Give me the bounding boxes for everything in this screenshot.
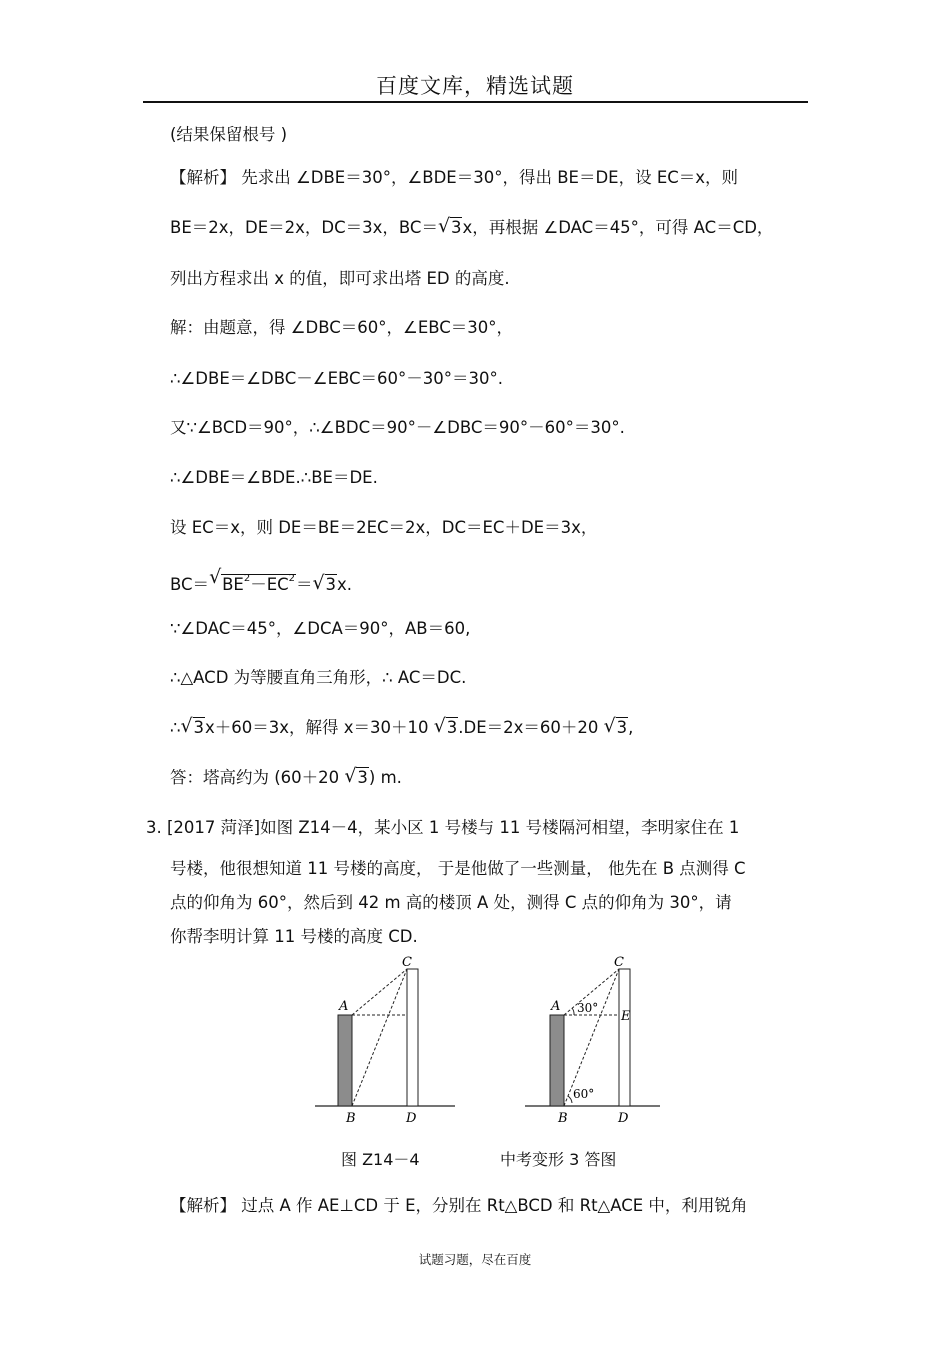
- question-3-line-4: 你帮李明计算 11 号楼的高度 CD.: [170, 927, 418, 946]
- sqrt-symbol: [313, 574, 338, 596]
- angle-arc-60: [568, 1096, 572, 1103]
- label-c: C: [402, 955, 412, 970]
- text-line-13-part-c: .DE＝2x＝60＋20: [458, 718, 604, 737]
- building-ab: [338, 1015, 352, 1106]
- label-b: B: [558, 1111, 568, 1126]
- radicand-term: －EC: [250, 575, 289, 594]
- question-3-line-1: 3. [2017 菏泽]如图 Z14－4，某小区 1 号楼与 11 号楼隔河相望，李明家住在 1: [146, 818, 740, 837]
- question-3-line-2: 号楼，他很想知道 11 号楼的高度， 于是他做了一些测量， 他先在 B 点测得 C: [170, 859, 746, 878]
- text-line-10-part-b: ＝: [296, 575, 313, 594]
- sqrt-symbol: [344, 767, 369, 789]
- radicand-term: BE: [222, 575, 244, 594]
- text-line-10-part-a: BC＝: [170, 575, 210, 594]
- radicand: 3: [193, 718, 204, 737]
- building-ab: [550, 1015, 564, 1106]
- building-cd: [407, 969, 418, 1106]
- text-line-12: ∴△ACD 为等腰直角三角形，∴ AC＝DC.: [170, 668, 467, 687]
- label-a: A: [551, 999, 561, 1014]
- text-line-8: ∴∠DBE＝∠BDE.∴BE＝DE.: [170, 468, 378, 487]
- sqrt-symbol: [438, 217, 463, 239]
- text-line-14-part-b: ) m.: [368, 768, 402, 787]
- text-line-7: 又∵∠BCD＝90°，∴∠BDC＝90°－∠DBC＝90°－60°＝30°.: [170, 418, 625, 437]
- text-line-3-part-a: BE＝2x，DE＝2x，DC＝3x，BC＝: [170, 218, 438, 237]
- text-line-11: ∵∠DAC＝45°，∠DCA＝90°，AB＝60,: [170, 619, 471, 638]
- label-b: B: [346, 1111, 356, 1126]
- radicand: [221, 574, 296, 594]
- figure-answer-3: [520, 950, 670, 1130]
- header-rule: [143, 101, 808, 103]
- radicand: 3: [616, 718, 628, 737]
- text-line-5: 解：由题意，得 ∠DBC＝60°，∠EBC＝30°，: [170, 318, 514, 337]
- radicand: 3: [450, 218, 462, 237]
- text-line-3: [170, 217, 773, 239]
- angle-label-30: 30°: [577, 1001, 599, 1015]
- building-cd: [619, 969, 630, 1106]
- text-line-4: 列出方程求出 x 的值，即可求出塔 ED 的高度.: [170, 269, 510, 288]
- sight-line-bc: [564, 969, 619, 1106]
- label-e: E: [621, 1009, 631, 1024]
- radicand: 3: [357, 768, 368, 787]
- sight-line-ac: [352, 969, 407, 1015]
- label-d: D: [618, 1111, 629, 1126]
- page-footer: 试题习题，尽在百度: [418, 1252, 532, 1267]
- text-line-9: 设 EC＝x，则 DE＝BE＝2EC＝2x，DC＝EC＋DE＝3x，: [170, 518, 598, 537]
- figure-1-caption: 图 Z14－4: [341, 1150, 420, 1169]
- label-d: D: [406, 1111, 417, 1126]
- text-line-14: [170, 767, 402, 789]
- figure-z14-4: [310, 950, 460, 1130]
- angle-arc-30: [572, 1008, 574, 1015]
- radicand: 3: [446, 718, 458, 737]
- text-line-13-part-b: x＋60＝3x，解得 x＝30＋10: [205, 718, 434, 737]
- sqrt-symbol: [209, 568, 296, 596]
- text-line-2: 【解析】 先求出 ∠DBE＝30°，∠BDE＝30°，得出 BE＝DE，设 EC＝x，则: [170, 168, 739, 187]
- text-line-14-part-a: 答：塔高约为 (60＋20: [170, 768, 345, 787]
- page-header-title: 百度文库，精选试题: [376, 74, 574, 98]
- label-c: C: [614, 955, 624, 970]
- superscript: 2: [243, 573, 251, 584]
- radicand: 3: [325, 575, 337, 594]
- text-line-13: [170, 717, 633, 739]
- question-3-line-3: 点的仰角为 60°，然后到 42 m 高的楼顶 A 处，测得 C 点的仰角为 30°，请: [170, 893, 732, 912]
- figure-2-caption: 中考变形 3 答图: [500, 1150, 617, 1169]
- text-line-1: (结果保留根号 ): [170, 125, 288, 144]
- sqrt-symbol: [181, 717, 206, 739]
- text-line-6: ∴∠DBE＝∠DBC－∠EBC＝60°－30°＝30°.: [170, 369, 504, 388]
- text-line-10: [170, 568, 352, 596]
- label-a: A: [339, 999, 349, 1014]
- superscript: 2: [288, 573, 296, 584]
- text-line-13-part-a: ∴: [170, 718, 181, 737]
- text-line-3-part-b: x，再根据 ∠DAC＝45°，可得 AC＝CD，: [462, 218, 774, 237]
- text-line-13-part-d: ,: [628, 718, 634, 737]
- angle-label-60: 60°: [573, 1087, 595, 1101]
- sight-line-bc: [352, 969, 407, 1106]
- sqrt-symbol: [604, 717, 629, 739]
- sqrt-symbol: [434, 717, 459, 739]
- text-line-10-part-c: x.: [337, 575, 353, 594]
- analysis-line: 【解析】 过点 A 作 AE⊥CD 于 E，分别在 Rt△BCD 和 Rt△ACE 中，利用锐角: [170, 1196, 748, 1215]
